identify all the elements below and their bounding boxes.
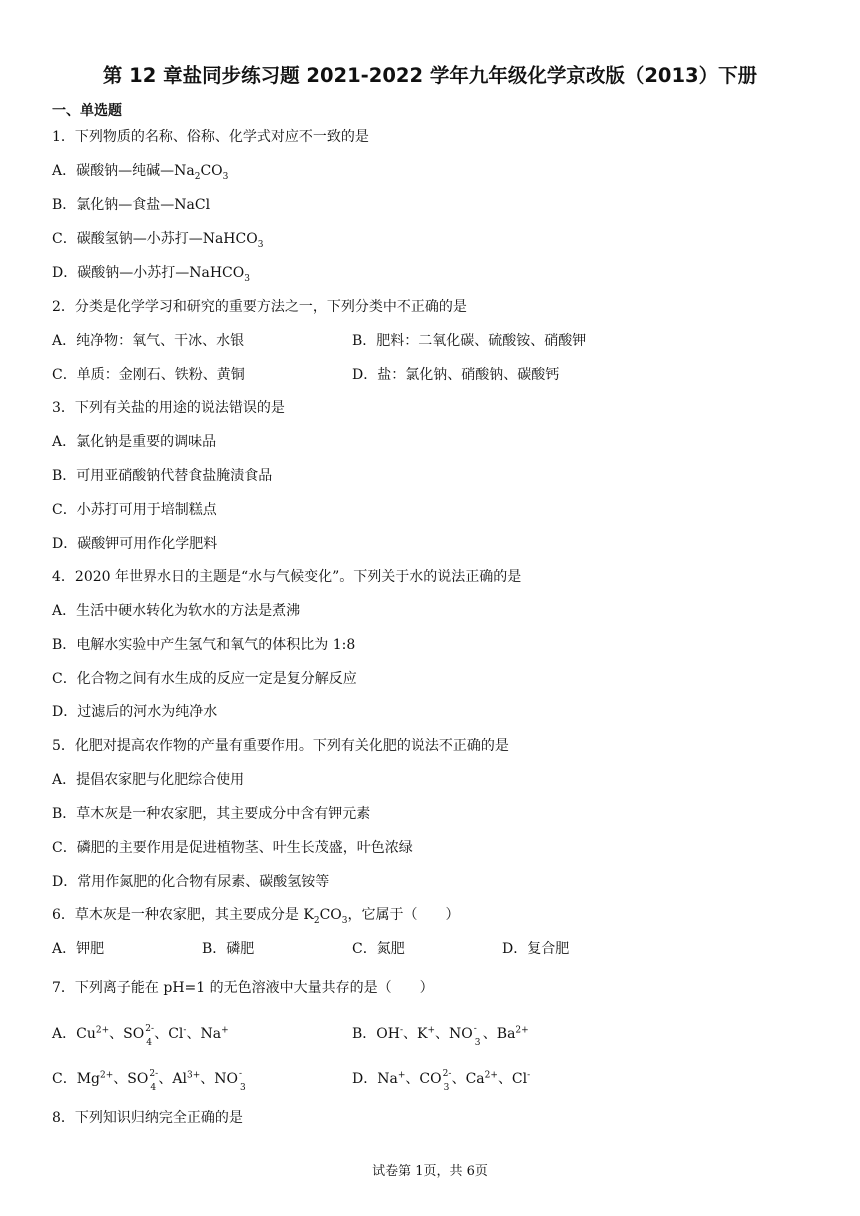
section-heading: 一、单选题 [52, 103, 122, 119]
question-2-option-b: B．肥料：二氧化碳、硫酸铵、硝酸钾 [352, 333, 587, 349]
question-7-option-c: C．$Mg^{2+}$、SO 2- 4 、$Al^{3+}$、NO - 3 [52, 1069, 246, 1093]
question-7-option-b: B．OH-、K+、NO - 3 、$Ba^{2+}$ [352, 1024, 529, 1048]
question-6-option-a: A．钾肥 [52, 941, 105, 957]
question-2-option-d: D．盐：氯化钠、硝酸钠、碳酸钙 [352, 367, 560, 383]
question-6-option-b: B．磷肥 [202, 941, 255, 957]
question-1-option-c: C．碳酸氢钠—小苏打—NaHCO$_3$ [52, 231, 264, 250]
question-6-stem: 6．草木灰是一种农家肥，其主要成分是 $K_2CO_3$，它属于（ ） [52, 907, 460, 926]
question-4-option-a: A．生活中硬水转化为软水的方法是煮沸 [52, 603, 301, 619]
question-6-option-c: C．氮肥 [352, 941, 405, 957]
question-6-option-d: D．复合肥 [502, 941, 570, 957]
question-4-option-b: B．电解水实验中产生氢气和氧气的体积比为 1:8 [52, 637, 356, 653]
question-5-option-c: C．磷肥的主要作用是促进植物茎、叶生长茂盛，叶色浓绿 [52, 840, 413, 856]
question-5-option-d: D．常用作氮肥的化合物有尿素、碳酸氢铵等 [52, 874, 330, 890]
question-5-option-b: B．草木灰是一种农家肥，其主要成分中含有钾元素 [52, 806, 371, 822]
question-1-option-b: B．氯化钠—食盐—NaCl [52, 197, 211, 213]
question-1-option-a: A．碳酸钠—纯碱$—Na_2CO_3$ [52, 163, 229, 182]
question-8-stem: 8．下列知识归纳完全正确的是 [52, 1110, 243, 1126]
question-1-option-d: D．碳酸钠—小苏打—NaHCO$_3$ [52, 265, 250, 284]
question-4-option-c: C．化合物之间有水生成的反应一定是复分解反应 [52, 671, 357, 687]
question-3-option-b: B．可用亚硝酸钠代替食盐腌渍食品 [52, 468, 273, 484]
question-2-option-c: C．单质：金刚石、铁粉、黄铜 [52, 367, 245, 383]
question-7-option-d: D．Na+、CO 2- 3 、$Ca^{2+}$、Cl- [352, 1069, 531, 1093]
question-7-option-a: A．$Cu^{2+}$、SO 2- 4 、Cl-、Na+ [52, 1024, 229, 1048]
question-7-stem: 7．下列离子能在 pH=1 的无色溶液中大量共存的是（ ） [52, 980, 434, 996]
question-3-option-c: C．小苏打可用于培制糕点 [52, 502, 217, 518]
question-3-option-a: A．氯化钠是重要的调味品 [52, 434, 217, 450]
page-footer: 试卷第 1页，共 6页 [372, 1164, 488, 1179]
question-3-stem: 3．下列有关盐的用途的说法错误的是 [52, 400, 285, 416]
question-4-option-d: D．过滤后的河水为纯净水 [52, 704, 218, 720]
page-title: 第 12 章盐同步练习题 2021-2022 学年九年级化学京改版（2013）下册 [102, 64, 758, 87]
question-4-stem: 4．2020 年世界水日的主题是“水与气候变化”。下列关于水的说法正确的是 [52, 569, 522, 585]
question-2-option-a: A．纯净物：氧气、干冰、水银 [52, 333, 245, 349]
question-5-option-a: A．提倡农家肥与化肥综合使用 [52, 772, 245, 788]
question-3-option-d: D．碳酸钾可用作化学肥料 [52, 536, 218, 552]
question-2-stem: 2．分类是化学学习和研究的重要方法之一，下列分类中不正确的是 [52, 299, 467, 315]
question-5-stem: 5．化肥对提高农作物的产量有重要作用。下列有关化肥的说法不正确的是 [52, 738, 509, 754]
question-1-stem: 1．下列物质的名称、俗称、化学式对应不一致的是 [52, 129, 369, 145]
